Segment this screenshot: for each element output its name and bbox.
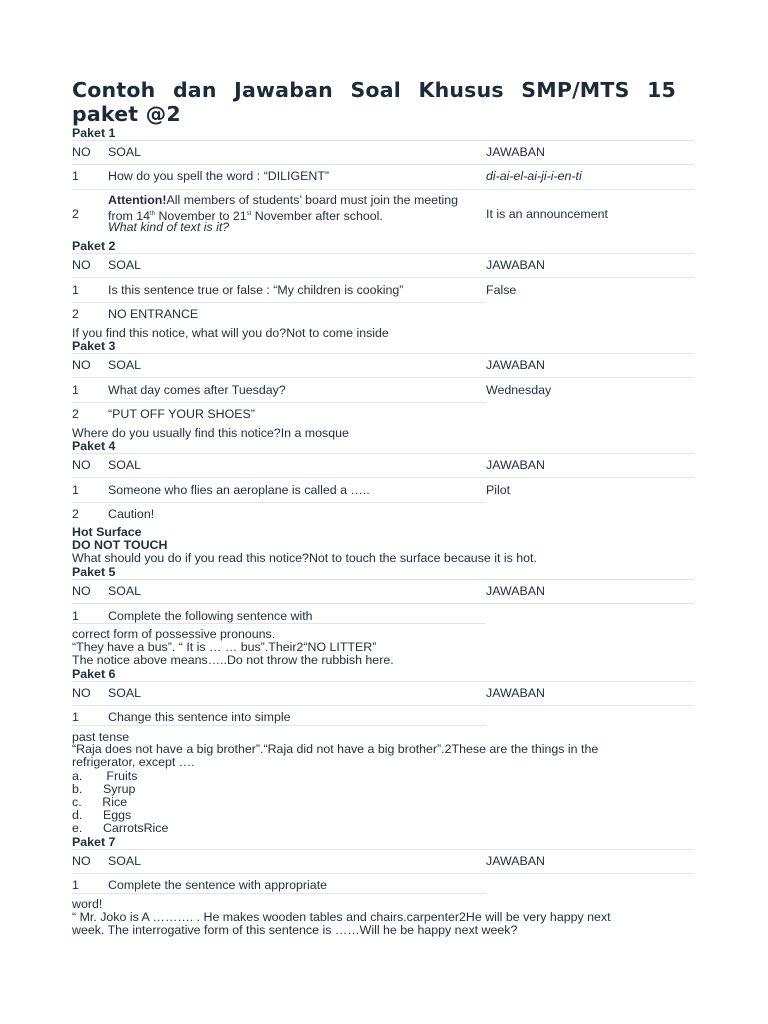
question-number: 1 [72, 710, 79, 724]
paket-6-heading: Paket 6 [72, 667, 116, 681]
option-line: d. Eggs [72, 808, 132, 822]
header-soal: SOAL [108, 686, 142, 700]
question-number: 1 [72, 483, 79, 497]
table-rule [72, 725, 486, 726]
question-number: 1 [72, 169, 79, 183]
table-rule [72, 623, 486, 624]
text-line: “They have a bus”. “ It is … … bus”.Their2“NO LITTER” [72, 640, 377, 654]
answer-text: di-ai-el-ai-ji-i-en-ti [486, 169, 582, 183]
header-soal: SOAL [108, 358, 142, 372]
attention-body: All members of students’ board must join the meeting [166, 193, 459, 207]
table-rule [72, 849, 694, 850]
header-soal: SOAL [108, 854, 142, 868]
header-no: NO [72, 686, 91, 700]
header-no: NO [72, 854, 91, 868]
table-rule [72, 377, 694, 378]
question-text: What day comes after Tuesday? [108, 383, 286, 397]
paket-5-heading: Paket 5 [72, 565, 116, 579]
table-rule [72, 277, 694, 278]
ordinal-suffix: th [150, 211, 156, 217]
question-text: Caution! [108, 507, 155, 521]
header-soal: SOAL [108, 458, 142, 472]
text-line: week. The interrogative form of this sentence is ……Will he be happy next week? [72, 923, 518, 937]
table-rule [72, 681, 694, 682]
paket-3-heading: Paket 3 [72, 339, 116, 353]
table-rule [72, 705, 694, 706]
header-soal: SOAL [108, 584, 142, 598]
question-continuation: Where do you usually find this notice?In a mosque [72, 426, 349, 440]
header-jawaban: JAWABAN [486, 686, 545, 700]
table-rule [72, 353, 694, 354]
header-jawaban: JAWABAN [486, 584, 545, 598]
attention-label: Attention! [108, 193, 167, 207]
text-line: “ Mr. Joko is A ………. . He makes wooden tables and chairs.carpenter2He will be very happy next [72, 910, 611, 924]
question-continuation: What should you do if you read this notice?Not to touch the surface because it is hot. [72, 551, 537, 565]
table-rule [72, 164, 694, 165]
page-title: Contoh dan Jawaban Soal Khusus SMP/MTS 15 paket @2 [72, 78, 676, 126]
option-line: a. Fruits [72, 769, 138, 783]
header-no: NO [72, 458, 91, 472]
question-text: Complete the following sentence with [108, 609, 313, 623]
header-no: NO [72, 358, 91, 372]
question-number: 2 [72, 407, 79, 421]
text-line: “Raja does not have a big brother”.“Raja did not have a big brother”.2These are the things in the [72, 742, 599, 756]
question-continuation: If you find this notice, what will you do?Not to come inside [72, 326, 389, 340]
date-text: from 14 [108, 209, 151, 223]
text-line: correct form of possessive pronouns. [72, 627, 276, 641]
date-text: November to 21 [155, 209, 247, 223]
notice-line: DO NOT TOUCH [72, 538, 168, 552]
header-no: NO [72, 258, 91, 272]
header-jawaban: JAWABAN [486, 145, 545, 159]
question-number: 1 [72, 283, 79, 297]
ordinal-suffix: st [246, 211, 252, 217]
question-text: NO ENTRANCE [108, 307, 199, 321]
date-text: November after school. [251, 209, 383, 223]
header-jawaban: JAWABAN [486, 358, 545, 372]
paket-2-heading: Paket 2 [72, 239, 116, 253]
question-text: Complete the sentence with appropriate [108, 878, 328, 892]
question-text: How do you spell the word : “DILIGENT” [108, 169, 330, 183]
answer-text: Wednesday [486, 383, 552, 397]
answer-text: Pilot [486, 483, 511, 497]
question-text: Change this sentence into simple [108, 710, 291, 724]
table-rule [72, 603, 694, 604]
table-rule [72, 477, 694, 478]
text-line: past tense [72, 730, 130, 744]
question-text-line [108, 194, 458, 208]
header-soal: SOAL [108, 145, 142, 159]
question-number: 1 [72, 383, 79, 397]
table-rule [72, 189, 694, 190]
table-rule [72, 402, 486, 403]
option-line: e. CarrotsRice [72, 821, 169, 835]
paket-4-heading: Paket 4 [72, 439, 116, 453]
paket-7-heading: Paket 7 [72, 835, 116, 849]
question-number: 2 [72, 307, 79, 321]
header-no: NO [72, 145, 91, 159]
option-line: c. Rice [72, 795, 128, 809]
question-text-line: What kind of text is it? [108, 220, 230, 234]
notice-line: Hot Surface [72, 525, 142, 539]
table-rule [72, 893, 486, 894]
question-number: 2 [72, 207, 79, 221]
question-text: Is this sentence true or false : “My children is cooking” [108, 283, 404, 297]
table-rule [72, 140, 694, 141]
table-rule [72, 453, 694, 454]
text-line: word! [72, 897, 103, 911]
option-line: b. Syrup [72, 782, 136, 796]
answer-text: False [486, 283, 517, 297]
paket-1-heading: Paket 1 [72, 126, 116, 140]
header-jawaban: JAWABAN [486, 258, 545, 272]
answer-text: It is an announcement [486, 207, 608, 221]
table-rule [72, 579, 694, 580]
question-number: 1 [72, 609, 79, 623]
question-number: 2 [72, 507, 79, 521]
question-number: 1 [72, 878, 79, 892]
table-rule [72, 873, 694, 874]
header-jawaban: JAWABAN [486, 458, 545, 472]
question-text: Someone who flies an aeroplane is called a ….. [108, 483, 370, 497]
text-line: refrigerator, except …. [72, 755, 195, 769]
table-rule [72, 302, 486, 303]
table-rule [72, 502, 486, 503]
header-soal: SOAL [108, 258, 142, 272]
header-no: NO [72, 584, 91, 598]
text-line: The notice above means…..Do not throw the rubbish here. [72, 653, 394, 667]
question-text: “PUT OFF YOUR SHOES” [108, 407, 255, 421]
table-rule [72, 253, 694, 254]
header-jawaban: JAWABAN [486, 854, 545, 868]
